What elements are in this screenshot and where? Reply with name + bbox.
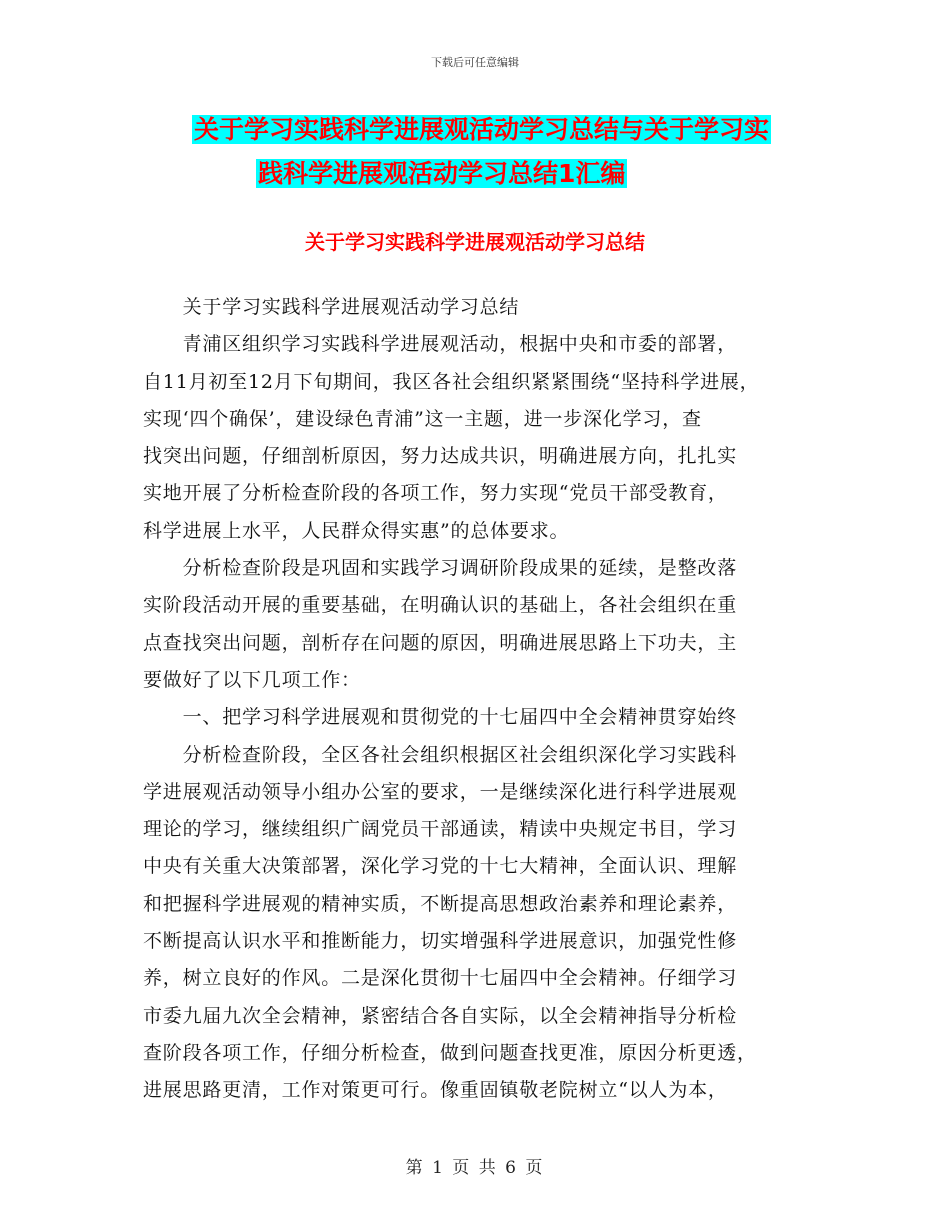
header-note: 下载后可任意编辑 — [431, 56, 519, 69]
body-line: 实阶段活动开展的重要基础，在明确认识的基础上，各社会组织在重 — [143, 594, 738, 617]
body-text — [143, 289, 823, 1110]
body-line: 分析检查阶段，全区各社会组织根据区社会组织深化学习实践科 — [143, 743, 738, 766]
body-line: 中央有关重大决策部署，深化学习党的十七大精神，全面认识、理解 — [143, 855, 738, 878]
page-footer: 第 1 页 共 6 页 — [405, 1158, 545, 1178]
document-title — [140, 108, 820, 196]
body-line: 要做好了以下几项工作： — [143, 668, 361, 691]
body-line: 关于学习实践科学进展观活动学习总结 — [143, 296, 520, 318]
body-line: 查阶段各项工作，仔细分析检查，做到问题查找更准，原因分析更透， — [143, 1041, 757, 1064]
body-line: 青浦区组织学习实践科学进展观活动，根据中央和市委的部署， — [143, 333, 738, 356]
body-line: 进展思路更清，工作对策更可行。像重固镇敬老院树立“以人为本， — [143, 1079, 728, 1102]
title-highlight-2: 践科学进展观活动学习总结1汇编 — [258, 159, 626, 188]
section-title: 关于学习实践科学进展观活动学习总结 — [305, 230, 645, 254]
body-line: 学进展观活动领导小组办公室的要求，一是继续深化进行科学进展观 — [143, 780, 738, 803]
document-title-line-1 — [140, 108, 820, 152]
body-line: 分析检查阶段是巩固和实践学习调研阶段成果的延续，是整改落 — [143, 557, 738, 580]
body-line: 养，树立良好的作风。二是深化贯彻十七届四中全会精神。仔细学习 — [143, 967, 738, 990]
body-line: 实现‘四个确保’，建设绿色青浦”这一主题，进一步深化学习，查 — [143, 407, 702, 430]
body-line: 市委九届九次全会精神，紧密结合各自实际，以全会精神指导分析检 — [143, 1004, 738, 1027]
body-line: 一、把学习科学进展观和贯彻党的十七届四中全会精神贯穿始终 — [143, 706, 738, 729]
body-line: 找突出问题，仔细剖析原因，努力达成共识，明确进展方向，扎扎实 — [143, 445, 738, 468]
body-line: 点查找突出问题，剖析存在问题的原因，明确进展思路上下功夫，主 — [143, 631, 738, 654]
body-line: 科学进展上水平，人民群众得实惠”的总体要求。 — [143, 519, 570, 542]
document-title-line-2 — [140, 152, 820, 196]
body-line: 实地开展了分析检查阶段的各项工作，努力实现“党员干部受教育， — [143, 482, 728, 505]
body-line: 理论的学习，继续组织广阔党员干部通读，精读中央规定书目，学习 — [143, 818, 738, 841]
body-line: 自11月初至12月下旬期间，我区各社会组织紧紧围绕“坚持科学进展， — [143, 370, 760, 393]
title-highlight-1: 关于学习实践科学进展观活动学习总结与关于学习实 — [194, 115, 770, 144]
body-line: 不断提高认识水平和推断能力，切实增强科学进展意识，加强党性修 — [143, 930, 738, 953]
body-line: 和把握科学进展观的精神实质，不断提高思想政治素养和理论素养， — [143, 892, 738, 915]
